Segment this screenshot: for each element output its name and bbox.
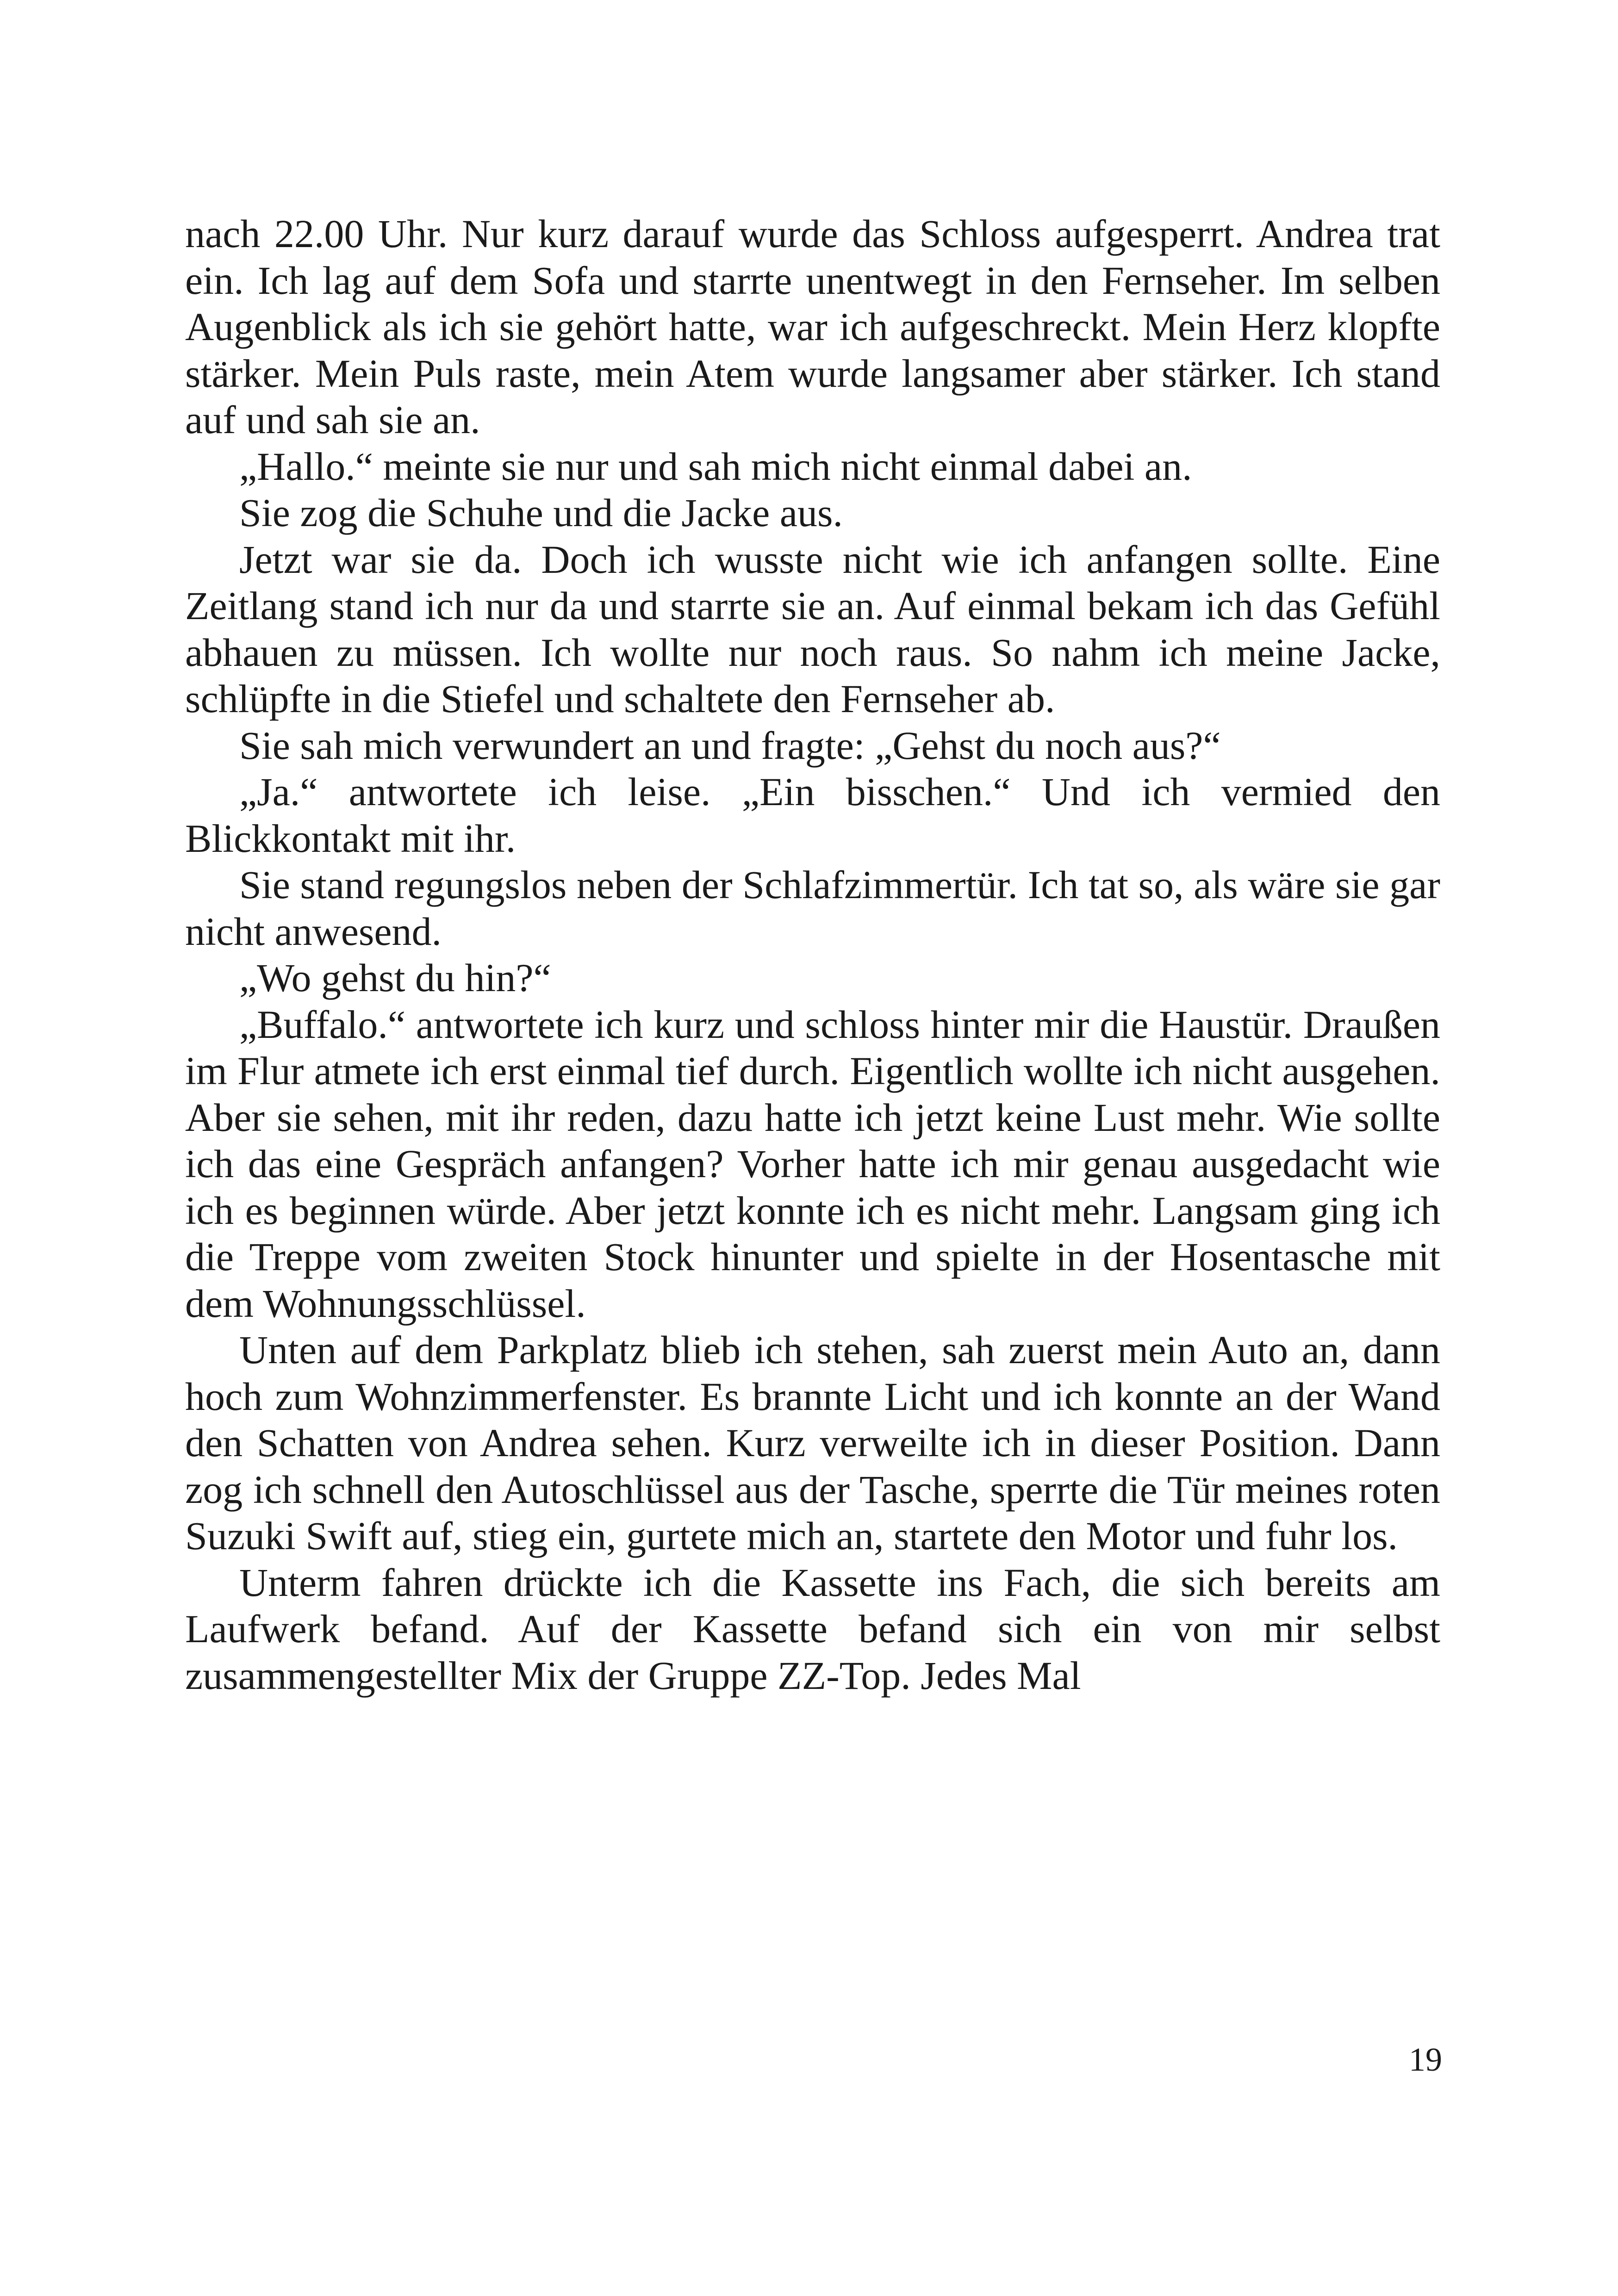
paragraph-4: Jetzt war sie da. Doch ich wusste nicht wie ich anfangen sollte. Eine Zeitlang stand ich nur da und starrte sie an. Auf einmal bekam ich das Gefühl abhauen zu müssen. Ich wollte nur noch raus. So nahm ich meine Jacke, schlüpfte in die Stiefel und schaltete den Fernseher ab. — [185, 537, 1440, 721]
body-text — [185, 211, 1440, 1699]
page-number: 19 — [1409, 2041, 1442, 2078]
paragraph-1: nach 22.00 Uhr. Nur kurz darauf wurde das Schloss aufgesperrt. Andrea trat ein. Ich lag auf dem Sofa und starrte unentwegt in den Fernseher. Im selben Augenblick als ich sie gehört hatte, war ich aufgeschreckt. Mein Herz klopfte stärker. Mein Puls raste, mein Atem wurde langsamer aber stärker. Ich stand auf und sah sie an. — [185, 211, 1440, 442]
paragraph-8: „Wo gehst du hin?“ — [239, 956, 551, 1000]
paragraph-10: Unten auf dem Parkplatz blieb ich stehen, sah zuerst mein Auto an, dann hoch zum Wohnzimmerfenster. Es brannte Licht und ich konnte an der Wand den Schatten von Andrea sehen. Kurz verweilte ich in dieser Position. Dann zog ich schnell den Autoschlüssel aus der Tasche, sperrte die Tür meines roten Suzuki Swift auf, stieg ein, gurtete mich an, startete den Motor und fuhr los. — [185, 1328, 1440, 1558]
paragraph-5: Sie sah mich verwundert an und fragte: „Gehst du noch aus?“ — [239, 723, 1221, 768]
paragraph-11: Unterm fahren drückte ich die Kassette ins Fach, die sich bereits am Laufwerk befand. Auf der Kassette befand sich ein von mir selbst zusammengestellter Mix der Gruppe ZZ-Top. Jedes Mal — [185, 1560, 1440, 1698]
paragraph-7: Sie stand regungslos neben der Schlafzimmertür. Ich tat so, als wäre sie gar nicht anwesend. — [185, 863, 1440, 954]
paragraph-2: „Hallo.“ meinte sie nur und sah mich nicht einmal dabei an. — [239, 444, 1192, 489]
paragraph-3: Sie zog die Schuhe und die Jacke aus. — [239, 490, 843, 535]
paragraph-9: „Buffalo.“ antwortete ich kurz und schloss hinter mir die Haustür. Draußen im Flur atmete ich erst einmal tief durch. Eigentlich wollte ich nicht ausgehen. Aber sie sehen, mit ihr reden, dazu hatte ich jetzt keine Lust mehr. Wie sollte ich das eine Gespräch anfangen? Vorher hatte ich mir genau ausgedacht wie ich es beginnen würde. Aber jetzt konnte ich es nicht mehr. Langsam ging ich die Treppe vom zweiten Stock hinunter und spielte in der Hosentasche mit dem Wohnungsschlüssel. — [185, 1002, 1440, 1326]
paragraph-6: „Ja.“ antwortete ich leise. „Ein bisschen.“ Und ich vermied den Blickkontakt mit ihr. — [185, 769, 1440, 861]
